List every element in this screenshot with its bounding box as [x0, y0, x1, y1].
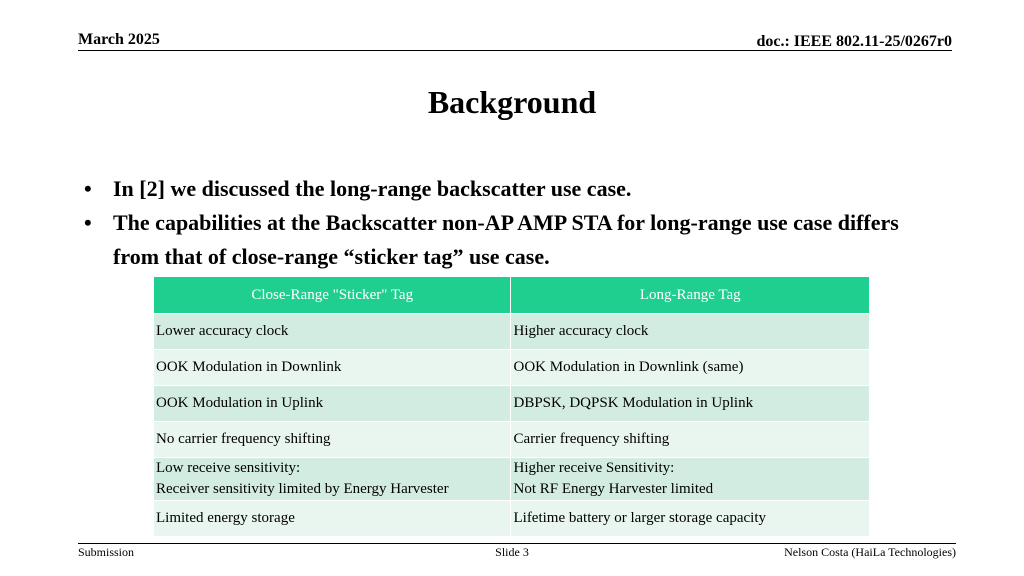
- table-cell: Limited energy storage: [154, 501, 511, 537]
- table-cell: DBPSK, DQPSK Modulation in Uplink: [511, 386, 870, 422]
- table-row: [154, 458, 870, 501]
- table-cell: Lower accuracy clock: [154, 314, 511, 350]
- bullet-item: [84, 172, 944, 206]
- cell-line: Higher receive Sensitivity:: [513, 460, 675, 476]
- bullet-text: The capabilities at the Backscatter non-AP AMP STA for long-range use case differs from that of close-range “sticker tag” use case.: [113, 210, 899, 269]
- footer-slide-number: Slide 3: [495, 545, 529, 559]
- cell-line: Receiver sensitivity limited by Energy Harvester: [156, 481, 449, 497]
- table-cell: OOK Modulation in Downlink: [154, 350, 511, 386]
- table-row: [154, 350, 870, 386]
- header-long-range: Long-Range Tag: [511, 277, 870, 314]
- footer-divider: [78, 543, 956, 544]
- footer-author: Nelson Costa (HaiLa Technologies): [784, 545, 956, 559]
- header-divider: [78, 50, 952, 51]
- table-cell: Higher accuracy clock: [511, 314, 870, 350]
- bullet-list: [84, 172, 944, 274]
- bullet-text: In [2] we discussed the long-range backscatter use case.: [113, 176, 632, 201]
- table-cell: No carrier frequency shifting: [154, 422, 511, 458]
- footer-submission: Submission: [78, 545, 135, 559]
- cell-line: Not RF Energy Harvester limited: [513, 481, 714, 497]
- header-close-range: Close-Range "Sticker" Tag: [154, 277, 511, 314]
- table-header-row: [154, 277, 870, 314]
- bullet-icon: •: [84, 210, 92, 235]
- table-cell: [511, 458, 870, 501]
- bullet-item: [84, 206, 944, 274]
- table-cell: [154, 458, 511, 501]
- table-cell: Lifetime battery or larger storage capacity: [511, 501, 870, 537]
- table-cell: OOK Modulation in Downlink (same): [511, 350, 870, 386]
- table-cell: Carrier frequency shifting: [511, 422, 870, 458]
- bullet-icon: •: [84, 176, 92, 201]
- table-cell: OOK Modulation in Uplink: [154, 386, 511, 422]
- comparison-table: [153, 276, 870, 537]
- table-row: [154, 422, 870, 458]
- header-doc-id: doc.: IEEE 802.11-25/0267r0: [756, 33, 952, 50]
- slide-title: Background: [427, 84, 597, 120]
- table-row: [154, 501, 870, 537]
- table-row: [154, 314, 870, 350]
- header-date: March 2025: [78, 31, 160, 48]
- cell-line: Low receive sensitivity:: [156, 460, 301, 476]
- table-row: [154, 386, 870, 422]
